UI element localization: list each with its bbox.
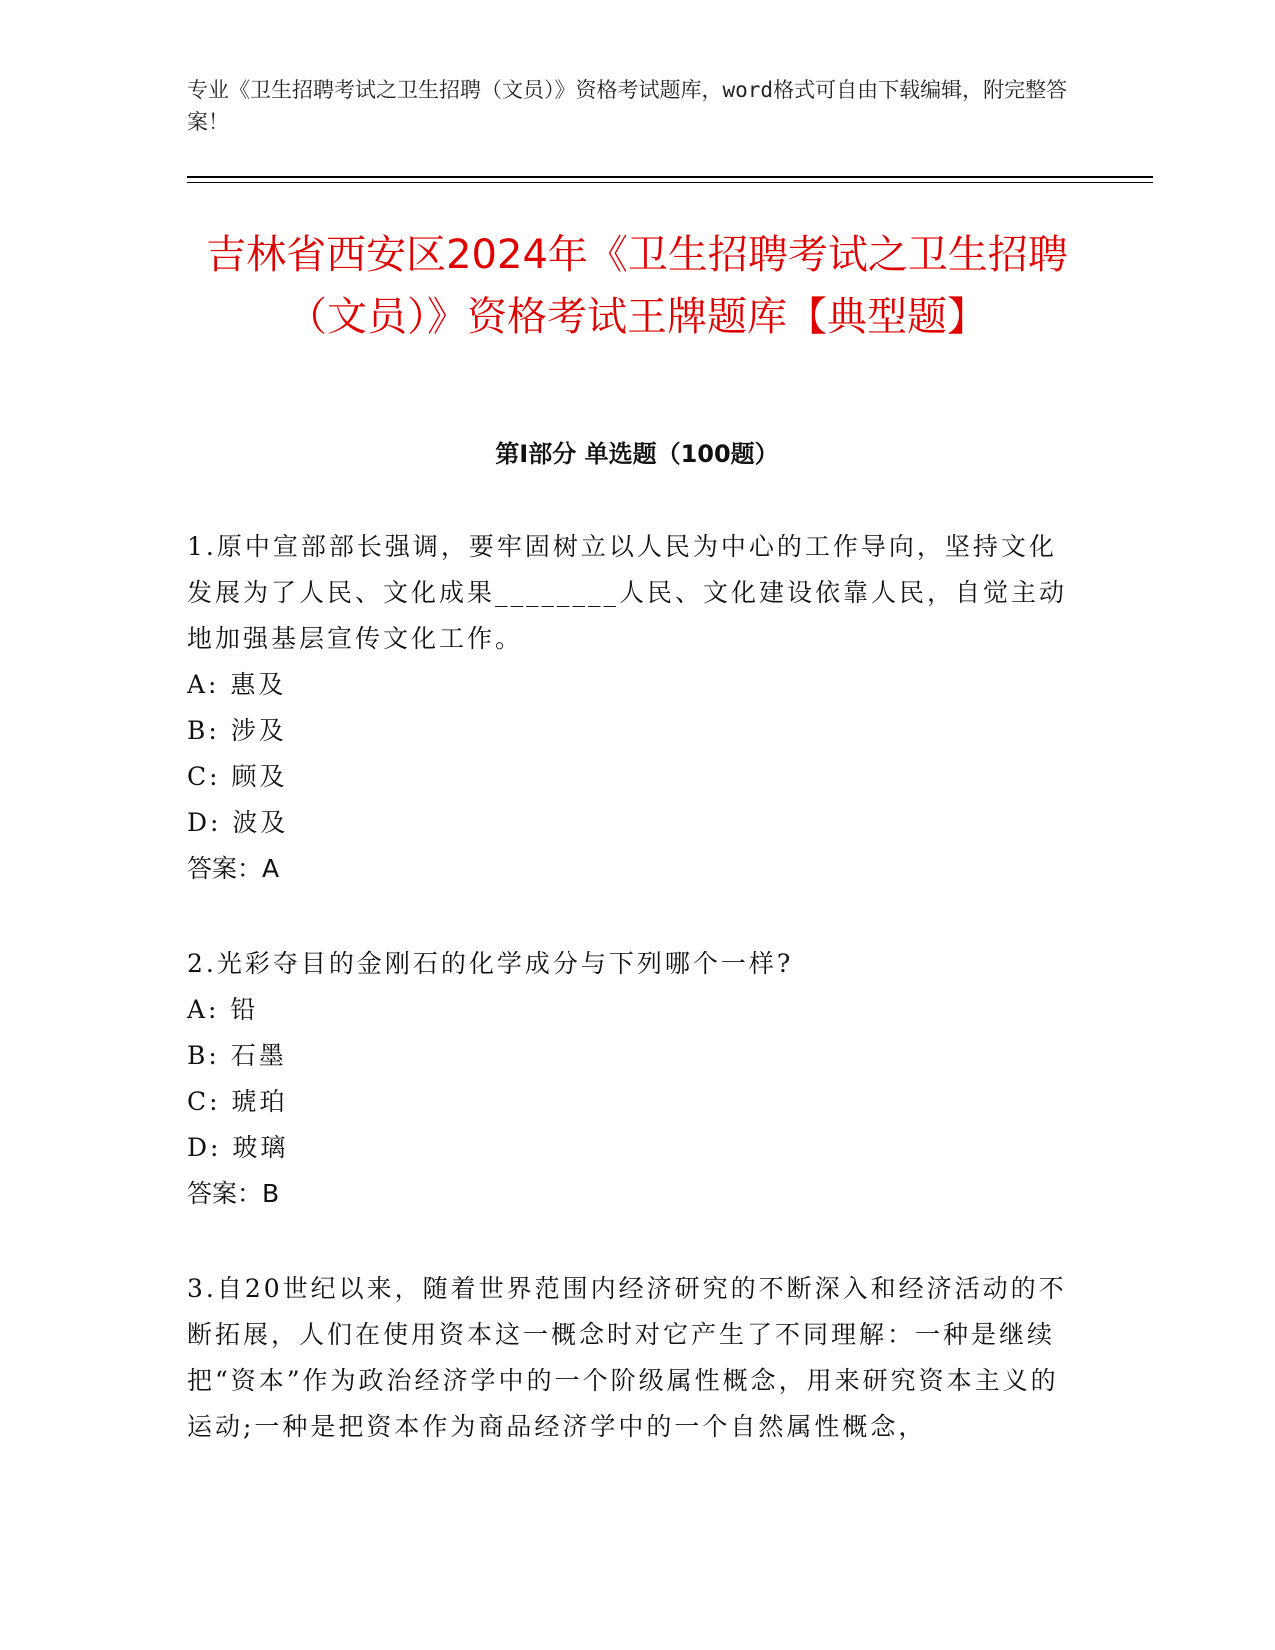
question-stem: 1.原中宣部部长强调，要牢固树立以人民为中心的工作导向，坚持文化发展为了人民、文化成果________人民、文化建设依靠人民，自觉主动地加强基层宣传文化工作。 bbox=[187, 532, 1068, 653]
option-c: C: 琥珀 bbox=[187, 1087, 288, 1116]
option-b: B: 石墨 bbox=[187, 1041, 287, 1070]
question-stem: 2.光彩夺目的金刚石的化学成分与下列哪个一样? bbox=[187, 949, 794, 978]
answer-line: 答案：B bbox=[187, 1179, 280, 1208]
option-d: D: 波及 bbox=[187, 808, 289, 837]
section-heading: 第Ⅰ部分 单选题（100题） bbox=[495, 440, 779, 468]
option-c: C: 顾及 bbox=[187, 762, 288, 791]
question-1 bbox=[187, 524, 1077, 892]
option-a: A: 惠及 bbox=[187, 670, 287, 699]
header-divider-thick bbox=[187, 176, 1153, 178]
header-divider-thin bbox=[187, 182, 1153, 183]
header-note: 专业《卫生招聘考试之卫生招聘（文员）》资格考试题库，word格式可自由下载编辑，附完整答案！ bbox=[187, 78, 1068, 134]
option-d: D: 玻璃 bbox=[187, 1133, 289, 1162]
question-2 bbox=[187, 941, 1077, 1217]
document-title: 吉林省西安区2024年《卫生招聘考试之卫生招聘（文员）》资格考试王牌题库【典型题】 bbox=[206, 232, 1068, 340]
question-list bbox=[187, 524, 1077, 1499]
question-3 bbox=[187, 1266, 1077, 1450]
answer-line: 答案：A bbox=[187, 854, 280, 883]
question-stem: 3.自20世纪以来，随着世界范围内经济研究的不断深入和经济活动的不断拓展，人们在使用资本这一概念时对它产生了不同理解：一种是继续把“资本”作为政治经济学中的一个阶级属性概念，用来研究资本主义的运动;一种是把资本作为商品经济学中的一个自然属性概念， bbox=[187, 1274, 1067, 1441]
option-a: A: 铅 bbox=[187, 995, 259, 1024]
option-b: B: 涉及 bbox=[187, 716, 287, 745]
